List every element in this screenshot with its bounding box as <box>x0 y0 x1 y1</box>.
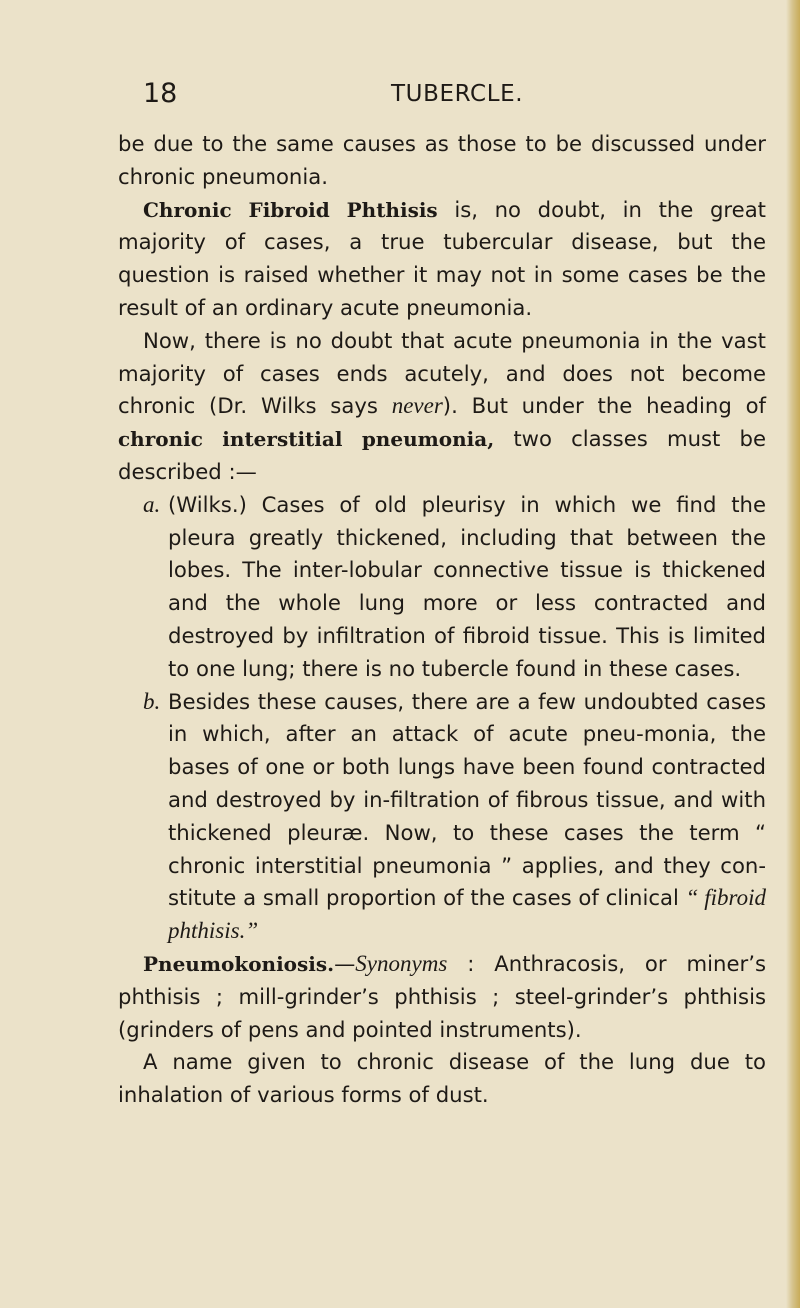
label-synonyms: Synonyms <box>355 950 448 976</box>
paragraph-definition <box>118 1046 766 1112</box>
list-item-text: Besides these causes, there are a few undoubted cases in which, after an attack of acute pneu-monia, the bases of one or both lungs have been found contracted and destroyed by in-filtration of fibrous tissue, and with thickened pleuræ. Now, to these cases the term “ chronic interstitial pneumonia ” applies, and they con-stitute a small proportion of the cases of clinical <box>168 688 766 911</box>
paragraph-text: Now, there is no doubt that acute pneumonia in the vast majority of cases ends acutely, and does not become chronic (Dr. Wilks says <box>118 327 766 419</box>
paragraph-text: : Anthracosis, or miner’s phthisis ; mill-grinder’s phthisis ; steel-grinder’s phthisis (grinders of pens and pointed instruments). <box>118 950 766 1042</box>
running-header <box>143 74 663 114</box>
paragraph-continuation <box>118 128 766 194</box>
list-marker-a: a. <box>143 491 161 517</box>
term-pneumokoniosis: Pneumokoniosis. <box>143 951 335 976</box>
paragraph-text: two classes must be described :— <box>118 426 767 484</box>
em-dash: — <box>334 950 356 976</box>
paragraph-text: ). But under the heading of <box>442 393 766 419</box>
emphasis-fibroid-phthisis: “ fibroid phthisis.” <box>168 885 767 944</box>
page-number: 18 <box>143 78 178 109</box>
list-marker-b: b. <box>143 688 161 714</box>
list-item-a <box>118 489 766 686</box>
body-text <box>118 128 766 1112</box>
list-item-text: (Wilks.) Cases of old pleurisy in which we find the pleura greatly thickened, including that between the lobes. The inter-lobular connective tissue is thickened and the whole lung more or less contracted and destroyed by infiltration of fibroid tissue. This is limited to one lung; there is no tubercle found in these cases. <box>168 491 766 681</box>
page-edge-shadow <box>786 0 800 1308</box>
term-chronic-fibroid-phthisis: Chronic Fibroid Phthisis <box>143 197 438 222</box>
term-chronic-interstitial-pneumonia: chronic interstitial pneumonia, <box>118 427 495 452</box>
running-title: TUBERCLE. <box>391 81 524 107</box>
paragraph-pneumokoniosis <box>118 948 766 1046</box>
emphasis-never: never <box>391 393 443 419</box>
paragraph-text: A name given to chronic disease of the lung due to inhalation of various forms of dust. <box>118 1049 766 1108</box>
paragraph-text: is, no doubt, in the great majority of cases, a true tubercular disease, but the question is raised whether it may not in some cases be the result of an ordinary acute pneumonia. <box>118 196 766 320</box>
paragraph-acute-pneumonia <box>118 325 766 489</box>
paragraph-chronic-fibroid-phthisis <box>118 194 766 325</box>
paragraph-text: be due to the same causes as those to be discussed under chronic pneumonia. <box>118 131 766 189</box>
list-item-b <box>118 686 766 948</box>
